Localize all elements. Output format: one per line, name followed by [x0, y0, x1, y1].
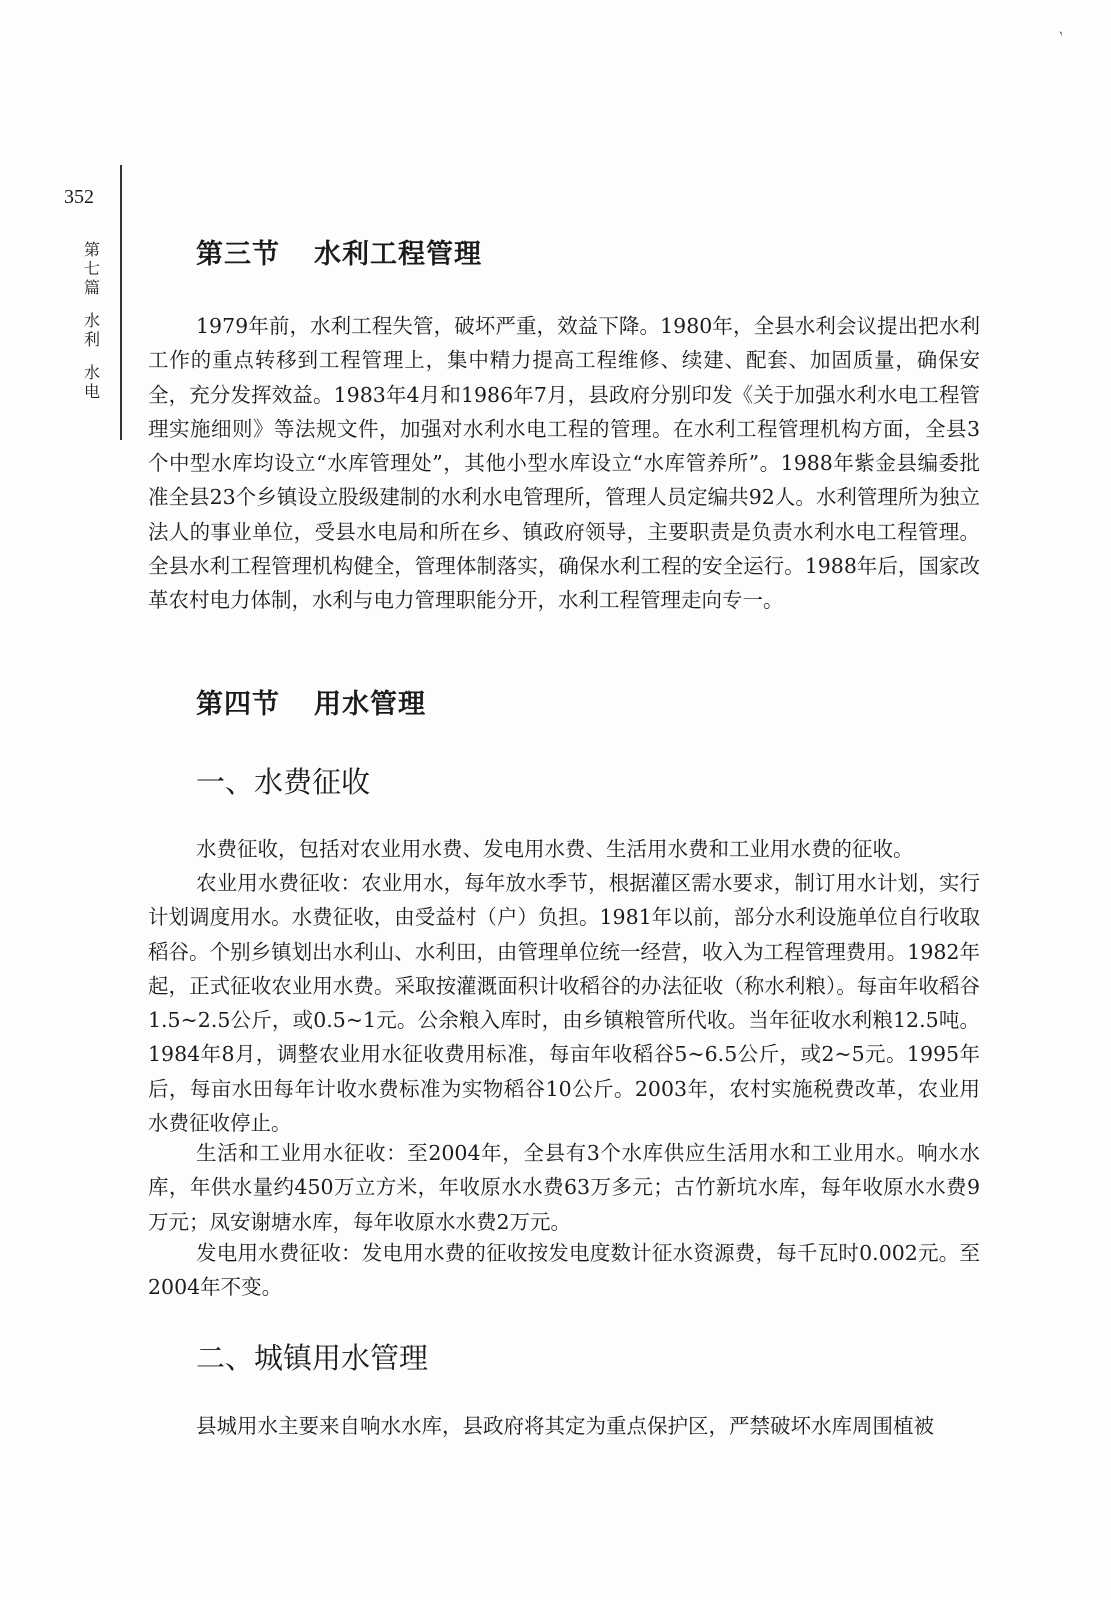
section-number: 第四节	[196, 689, 280, 720]
section-number: 第三节	[196, 239, 280, 270]
scan-mark: ˎ	[1057, 15, 1073, 38]
running-head-char: 水	[83, 311, 100, 330]
subsection-heading: 一、水费征收	[196, 765, 371, 799]
section-heading-3	[196, 232, 482, 271]
paragraph: 1979年前，水利工程失管，破坏严重，效益下降。1980年，全县水利会议提出把水利工作的重点转移到工程管理上，集中精力提高工程维修、续建、配套、加固质量，确保安全，充分发挥效益。1983年4月和1986年7月，县政府分别印发《关于加强水利水电工程管理实施细则》等法规文件，加强对水利水电工程的管理。在水利工程管理机构方面，全县3个中型水库均设立“水库管理处”，其他小型水库设立“水库管养所”。1988年紫金县编委批准全县23个乡镇设立股级建制的水利水电管理所，管理人员定编共92人。水利管理所为独立法人的事业单位，受县水电局和所在乡、镇政府领导，主要职责是负责水利水电工程管理。全县水利工程管理机构健全，管理体制落实，确保水利工程的安全运行。1988年后，国家改革农村电力体制，水利与电力管理职能分开，水利工程管理走向专一。	[148, 314, 980, 613]
running-head-char: 利	[83, 330, 100, 349]
running-head-char: 七	[83, 259, 100, 278]
running-head-char: 第	[83, 240, 100, 259]
paragraph: 县城用水主要来自响水水库，县政府将其定为重点保护区，严禁破坏水库周围植被	[196, 1414, 934, 1438]
section-title: 水利工程管理	[314, 239, 482, 270]
subsection-heading: 二、城镇用水管理	[196, 1341, 429, 1375]
paragraph: 发电用水费征收：发电用水费的征收按发电度数计征水资源费，每千瓦时0.002元。至2004年不变。	[148, 1241, 980, 1300]
paragraph: 生活和工业用水征收：至2004年，全县有3个水库供应生活用水和工业用水。响水水库，年供水量约450万立方米，年收原水水费63万多元；古竹新坑水库，每年收原水水费9万元；凤安谢塘水库，每年收原水水费2万元。	[148, 1141, 980, 1234]
paragraph: 农业用水费征收：农业用水，每年放水季节，根据灌区需水要求，制订用水计划，实行计划调度用水。水费征收，由受益村（户）负担。1981年以前，部分水利设施单位自行收取稻谷。个别乡镇划出水利山、水利田，由管理单位统一经营，收入为工程管理费用。1982年起，正式征收农业用水费。采取按灌溉面积计收稻谷的办法征收（称水利粮）。每亩年收稻谷1.5~2.5公斤，或0.5~1元。公余粮入库时，由乡镇粮管所代收。当年征收水利粮12.5吨。1984年8月，调整农业用水征收费用标准，每亩年收稻谷5~6.5公斤，或2~5元。1995年后，每亩水田每年计收水费标准为实物稻谷10公斤。2003年，农村实施税费改革，农业用水费征收停止。	[148, 871, 980, 1136]
section-heading-4	[196, 682, 426, 721]
paragraph: 水费征收，包括对农业用水费、发电用水费、生活用水费和工业用水费的征收。	[196, 837, 914, 861]
running-head-char: 水	[83, 363, 100, 382]
margin-rule	[120, 165, 122, 440]
running-head	[80, 240, 104, 401]
running-head-char: 电	[83, 382, 100, 401]
running-head-char: 篇	[83, 278, 100, 297]
page-number: 352	[64, 186, 94, 208]
section-title: 用水管理	[314, 689, 426, 720]
